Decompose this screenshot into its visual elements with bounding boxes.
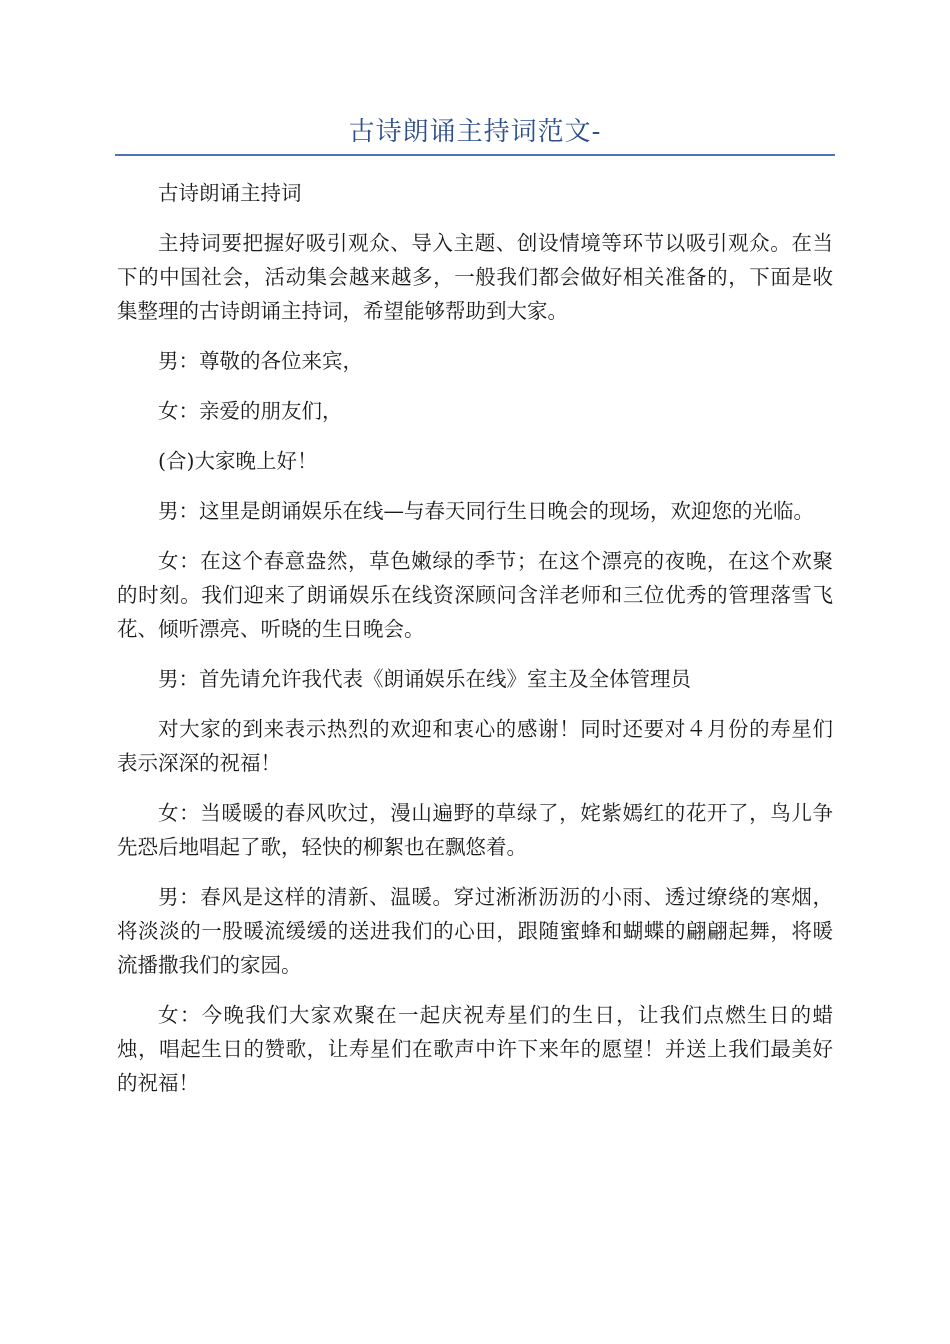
paragraph: 男：首先请允许我代表《朗诵娱乐在线》室主及全体管理员 [158, 667, 691, 691]
document-title: 古诗朗诵主持词范文- [348, 117, 602, 147]
paragraph: 女：当暖暖的春风吹过，漫山遍野的草绿了，姹紫嫣红的花开了，鸟儿争先恐后地唱起了歌，轻快的柳絮也在飘悠着。 [117, 801, 833, 859]
paragraph: 主持词要把握好吸引观众、导入主题、创设情境等环节以吸引观众。在当下的中国社会，活动集会越来越多，一般我们都会做好相关准备的，下面是收集整理的古诗朗诵主持词，希望能够帮助到大家。 [117, 231, 833, 323]
paragraph: 男：春风是这样的清新、温暖。穿过淅淅沥沥的小雨、透过缭绕的寒烟，将淡淡的一股暖流缓缓的送进我们的心田，跟随蜜蜂和蝴蝶的翩翩起舞，将暖流播撒我们的家园。 [117, 885, 833, 977]
paragraph: (合)大家晚上好！ [158, 449, 318, 473]
paragraph: 男：尊敬的各位来宾， [158, 349, 363, 373]
title-underline [115, 154, 835, 156]
document-body [117, 176, 833, 1116]
paragraph: 男：这里是朗诵娱乐在线—与春天同行生日晚会的现场，欢迎您的光临。 [158, 499, 814, 523]
paragraph: 对大家的到来表示热烈的欢迎和衷心的感谢！同时还要对４月份的寿星们表示深深的祝福！ [117, 717, 833, 775]
paragraph: 女：在这个春意盎然，草色嫩绿的季节；在这个漂亮的夜晚，在这个欢聚的时刻。我们迎来了朗诵娱乐在线资深顾问含洋老师和三位优秀的管理落雪飞花、倾听漂亮、听晓的生日晚会。 [117, 549, 833, 641]
paragraph-subtitle: 古诗朗诵主持词 [158, 181, 302, 205]
paragraph: 女：今晚我们大家欢聚在一起庆祝寿星们的生日，让我们点燃生日的蜡烛，唱起生日的赞歌，让寿星们在歌声中许下来年的愿望！并送上我们最美好的祝福！ [117, 1003, 833, 1095]
paragraph: 女：亲爱的朋友们， [158, 399, 343, 423]
